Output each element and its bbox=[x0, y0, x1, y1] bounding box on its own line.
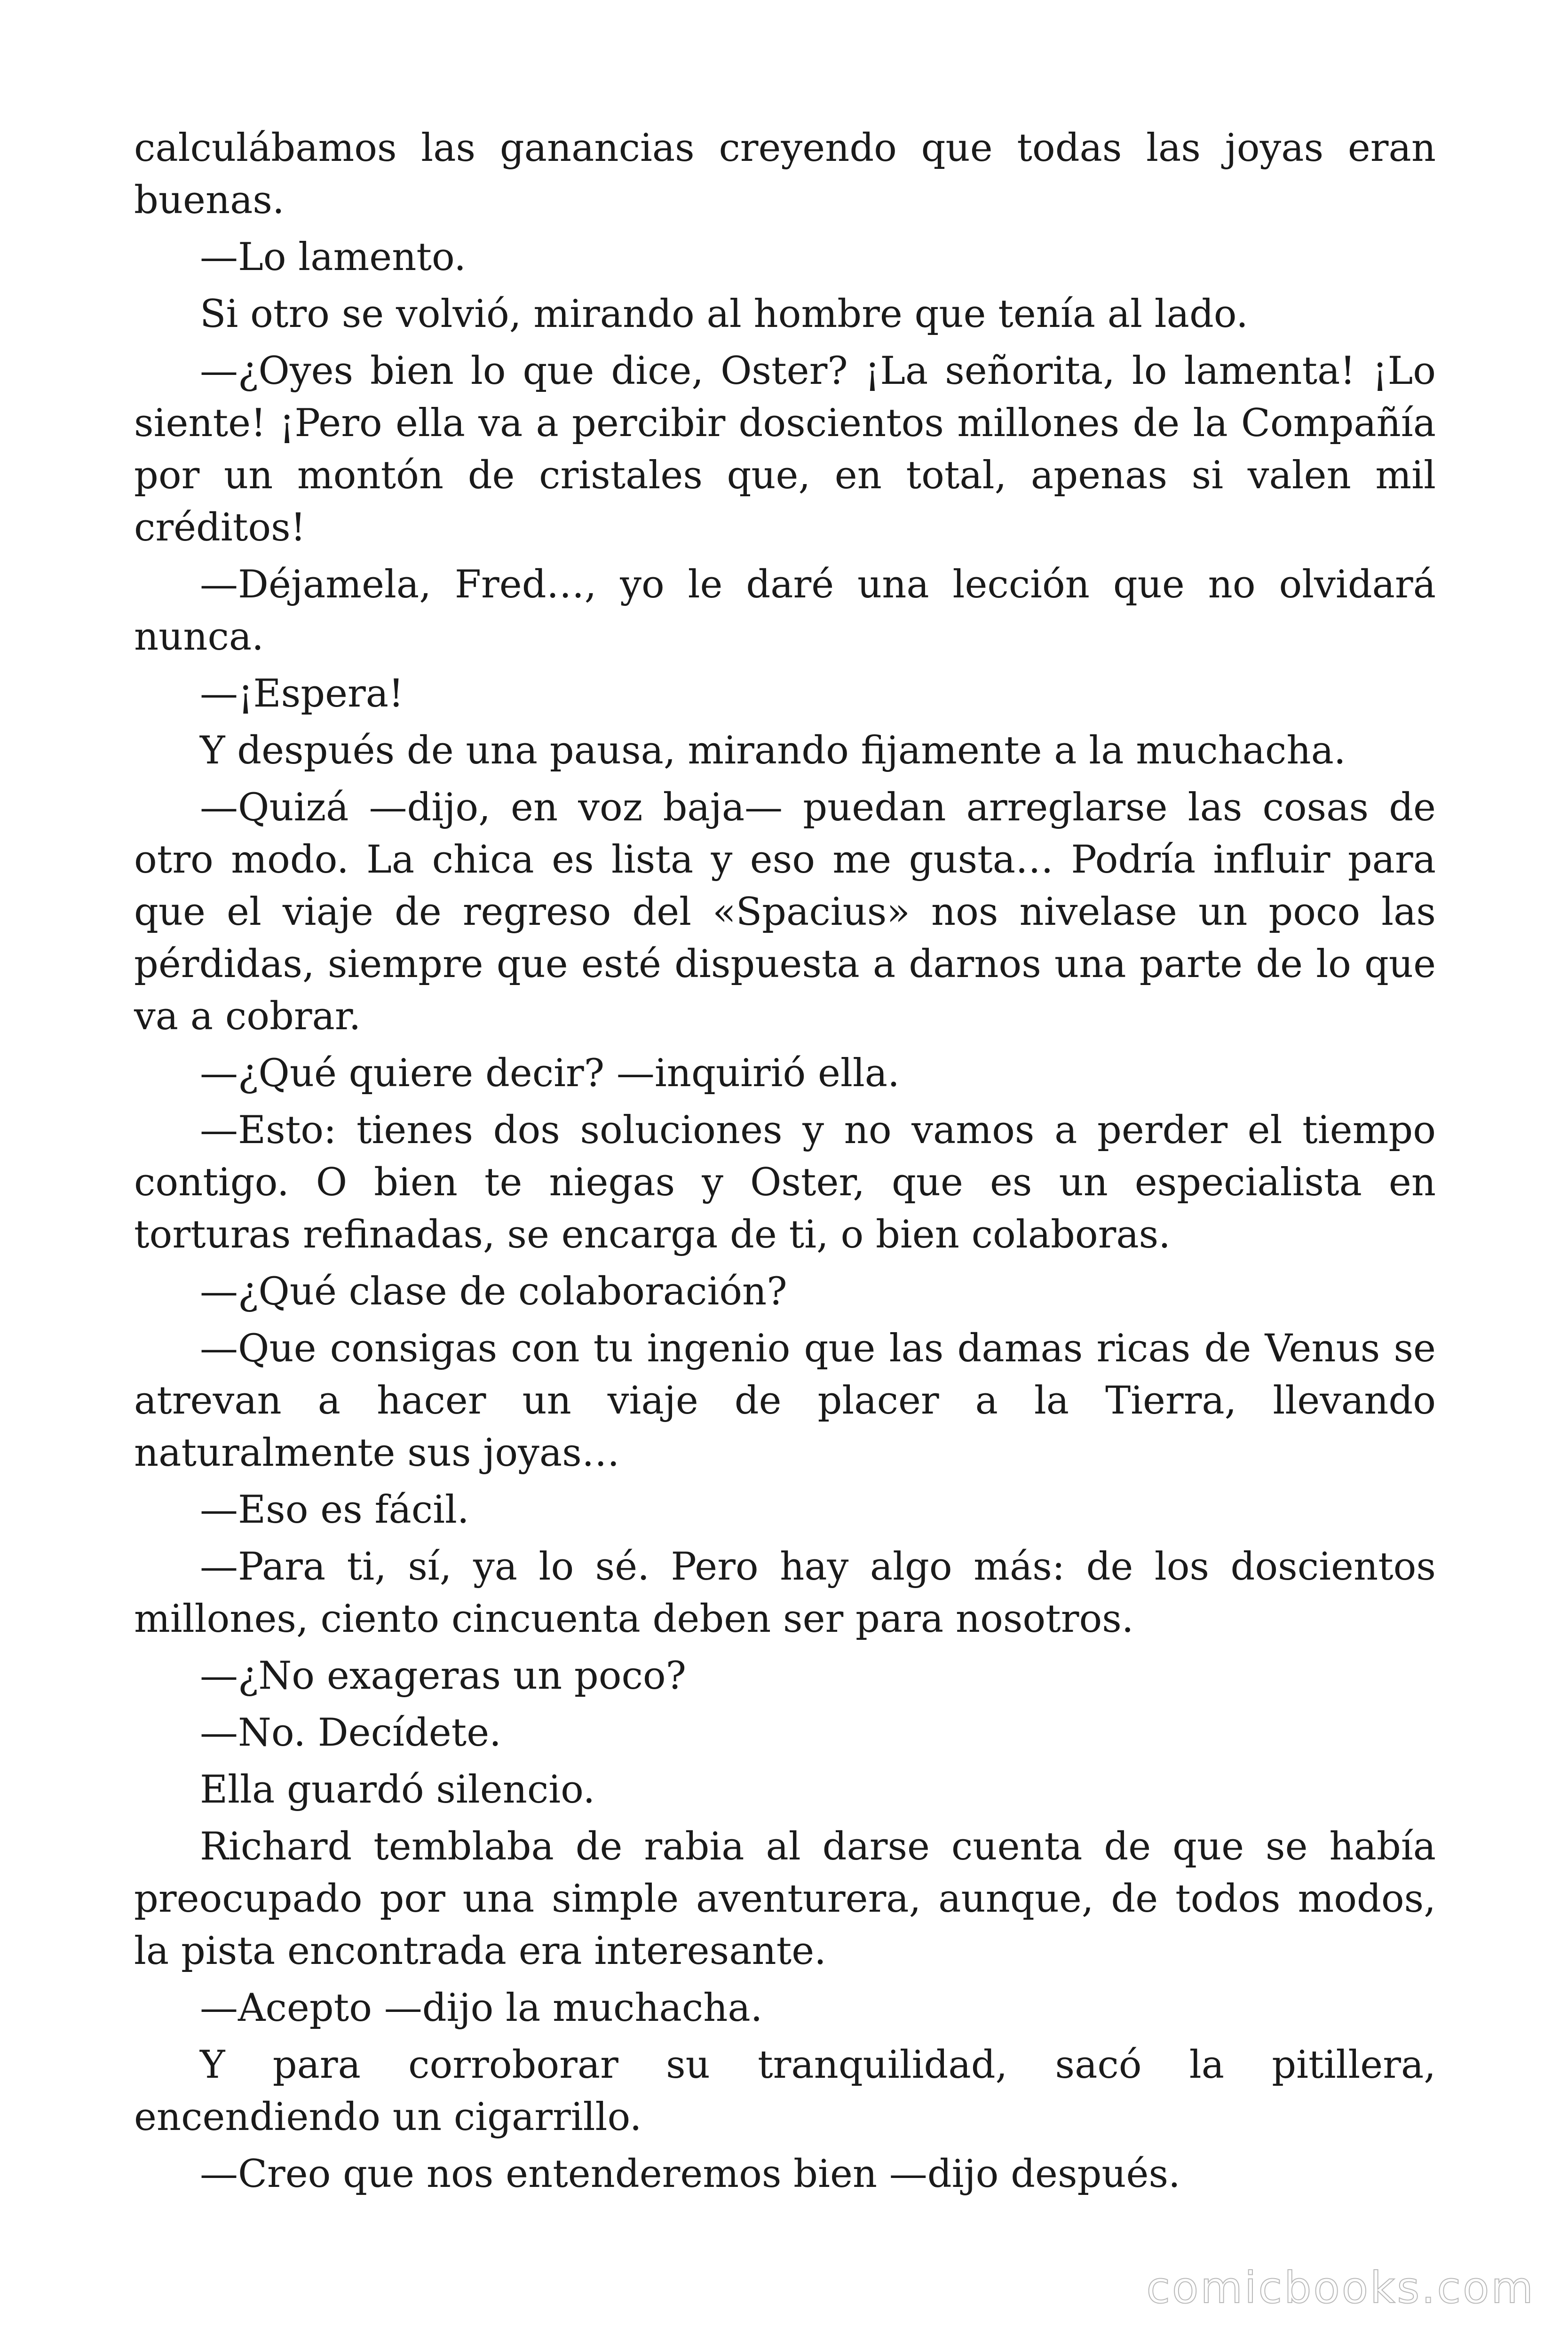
paragraph: —Acepto —dijo la muchacha. bbox=[200, 1986, 763, 2030]
paragraph: —Eso es fácil. bbox=[200, 1488, 469, 1532]
paragraph: —No. Decídete. bbox=[200, 1711, 501, 1755]
paragraph-continuation: calculábamos las ganancias creyendo que todas las joyas eran buenas. bbox=[134, 126, 1436, 222]
paragraph: —Esto: tienes dos soluciones y no vamos a perder el tiempo contigo. O bien te niegas y Oster, que es un especialista en torturas refinadas, se encarga de ti, o bien colaboras. bbox=[134, 1108, 1436, 1257]
paragraph: —Para ti, sí, ya lo sé. Pero hay algo más: de los doscientos millones, ciento cincuenta deben ser para nosotros. bbox=[134, 1545, 1436, 1641]
watermark: comicbooks.com bbox=[1146, 2263, 1535, 2313]
paragraph: —Que consigas con tu ingenio que las damas ricas de Venus se atrevan a hacer un viaje de placer a la Tierra, llevando naturalmente sus joyas… bbox=[134, 1327, 1436, 1475]
paragraph: —¿No exageras un poco? bbox=[200, 1654, 687, 1698]
paragraph: —Quizá —dijo, en voz baja— puedan arreglarse las cosas de otro modo. La chica es lista y eso me gusta… Podría influir para que el viaje de regreso del «Spacius» nos nivelase un poco las pérdidas, siempre que esté dispuesta a darnos una parte de lo que va a cobrar. bbox=[134, 786, 1436, 1039]
paragraph: Richard temblaba de rabia al darse cuenta de que se había preocupado por una simple aventurera, aunque, de todos modos, la pista encontrada era interesante. bbox=[134, 1825, 1436, 1973]
paragraph: —Creo que nos entenderemos bien —dijo después. bbox=[200, 2152, 1180, 2196]
paragraph: —¿Qué clase de colaboración? bbox=[200, 1270, 787, 1314]
paragraph: —Déjamela, Fred…, yo le daré una lección que no olvidará nunca. bbox=[134, 563, 1436, 659]
paragraph: —¡Espera! bbox=[200, 672, 404, 716]
paragraph: Ella guardó silencio. bbox=[200, 1768, 595, 1812]
paragraph: Si otro se volvió, mirando al hombre que tenía al lado. bbox=[200, 292, 1248, 336]
paragraph: —¿Oyes bien lo que dice, Oster? ¡La señorita, lo lamenta! ¡Lo siente! ¡Pero ella va a percibir doscientos millones de la Compañía por un montón de cristales que, en total, apenas si valen mil créditos! bbox=[134, 349, 1436, 550]
paragraph: —Lo lamento. bbox=[200, 235, 467, 279]
paragraph: —¿Qué quiere decir? —inquirió ella. bbox=[200, 1051, 900, 1096]
paragraph: Y para corroborar su tranquilidad, sacó la pitillera, encendiendo un cigarrillo. bbox=[134, 2043, 1436, 2139]
book-page-text bbox=[134, 122, 1436, 2205]
paragraph: Y después de una pausa, mirando fijamente a la muchacha. bbox=[200, 729, 1346, 773]
